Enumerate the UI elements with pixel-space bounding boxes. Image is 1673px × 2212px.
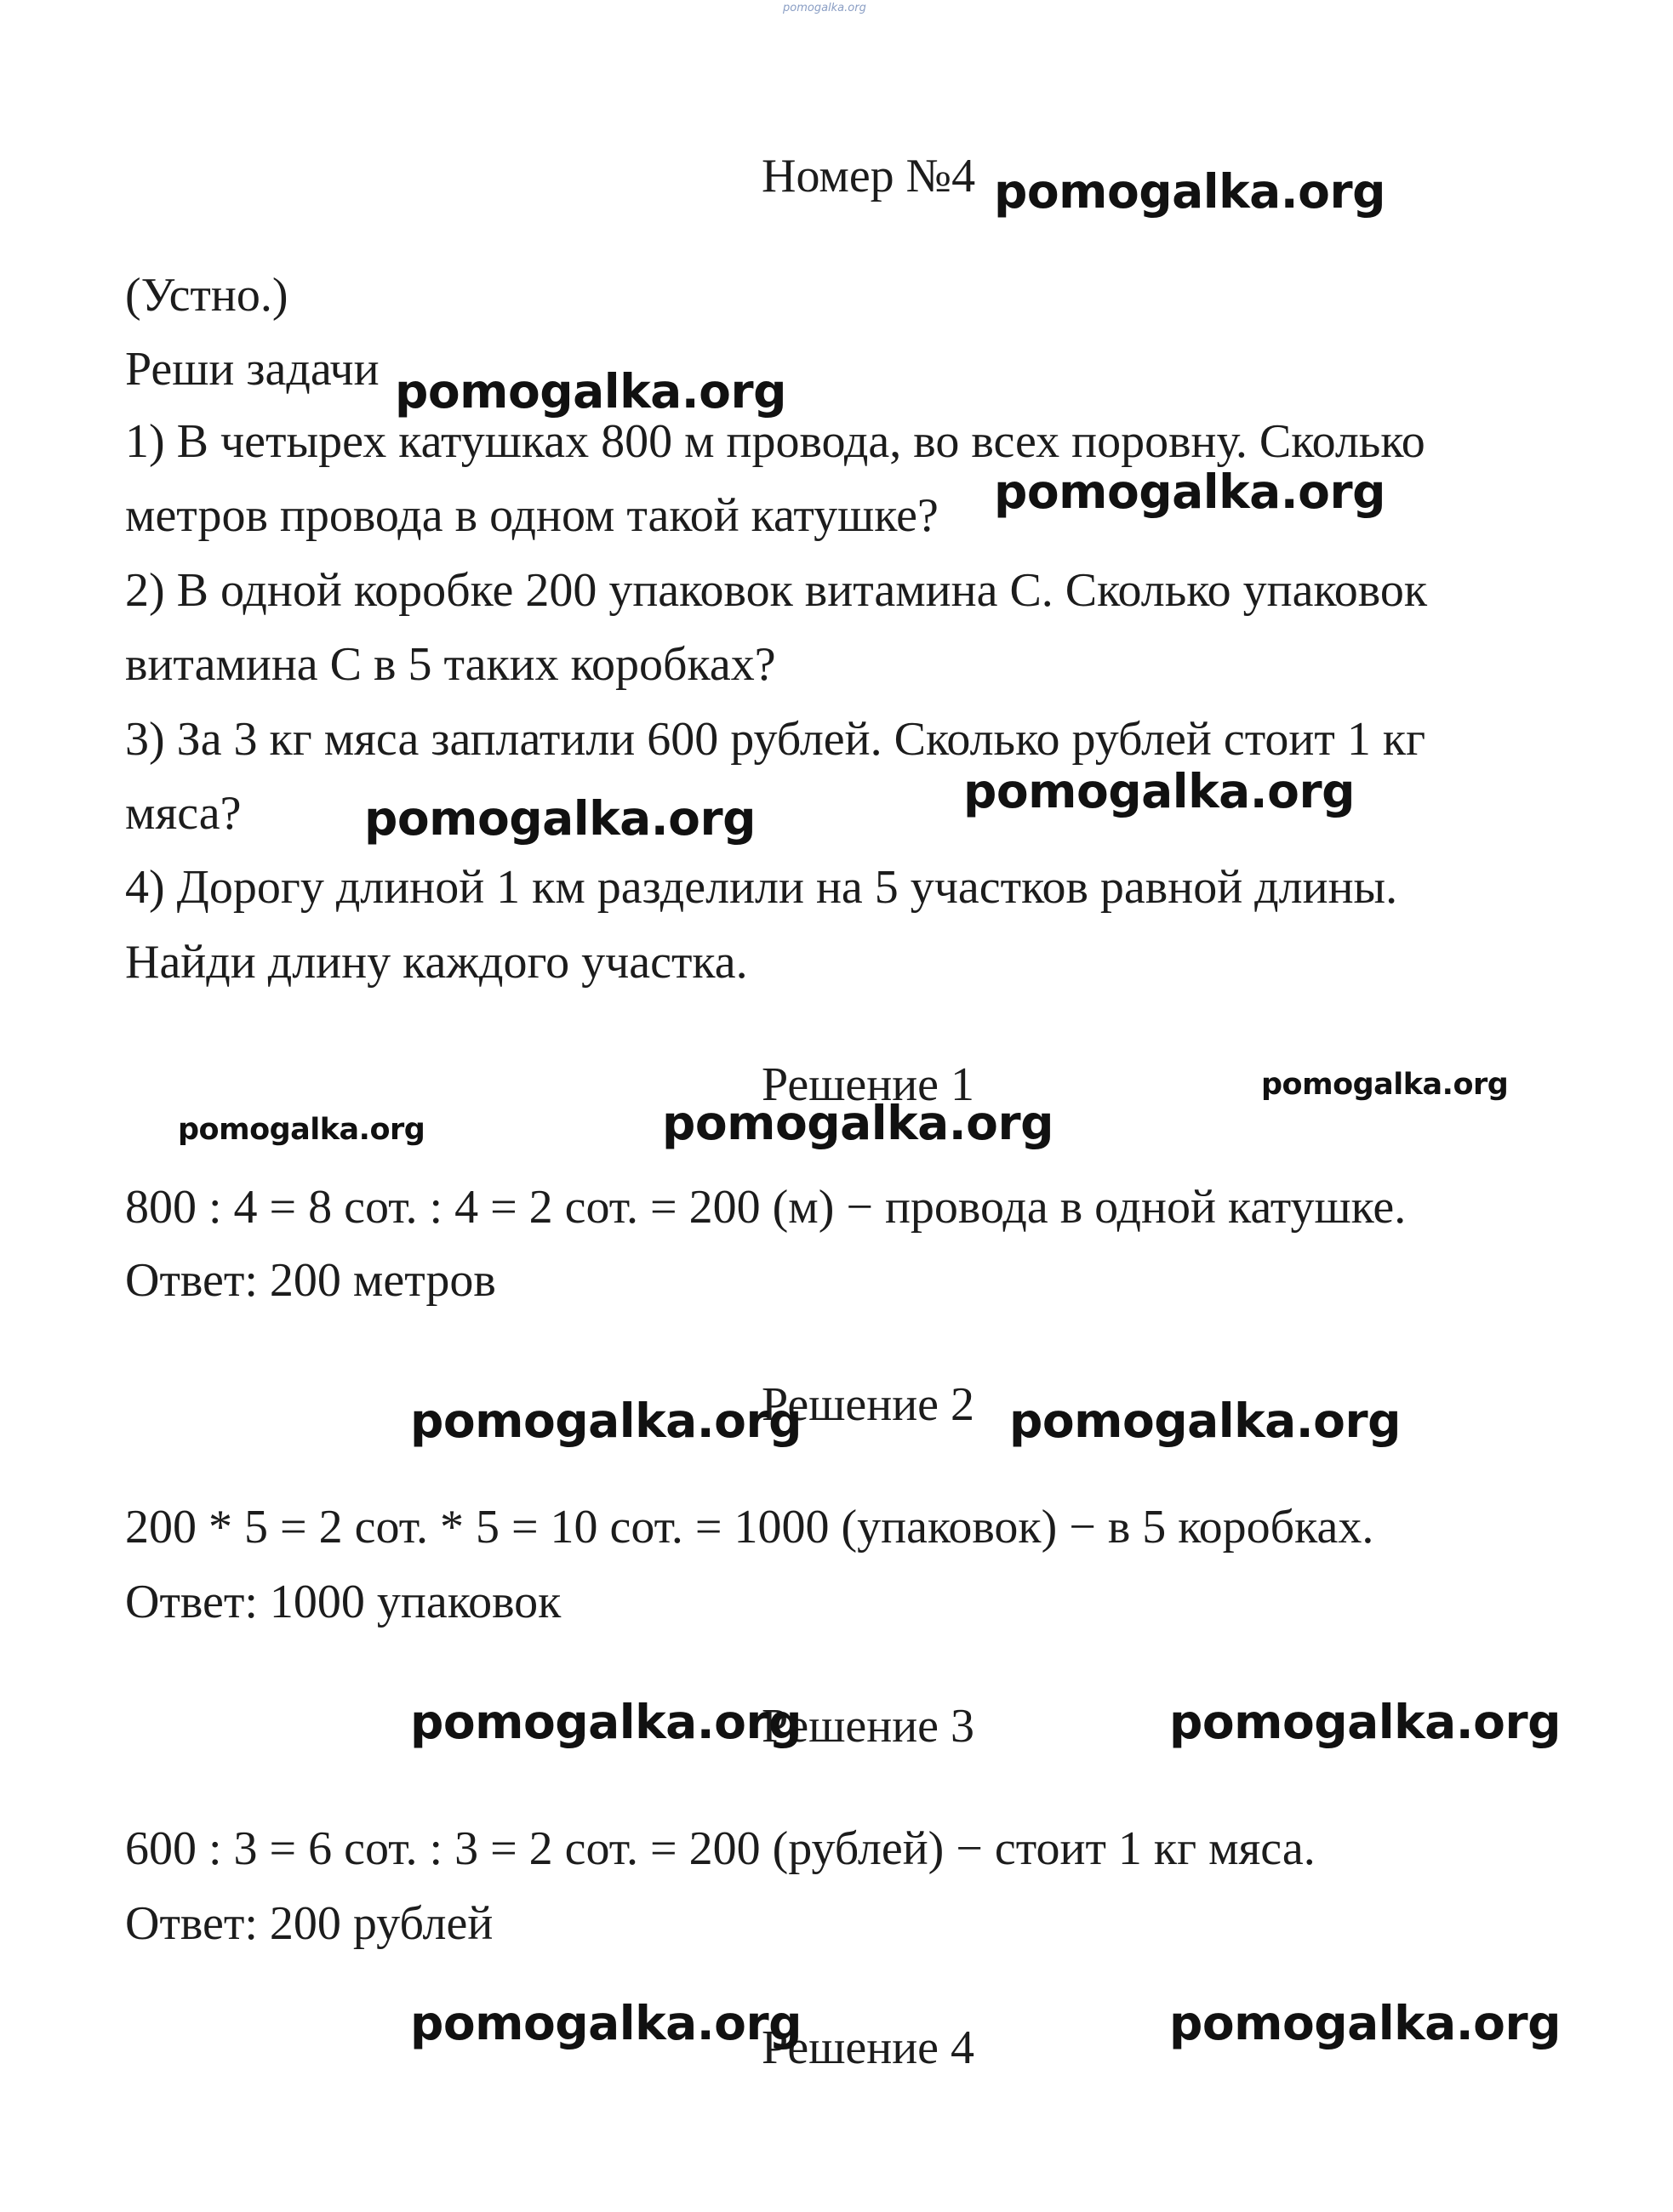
task-heading: Реши задачи: [125, 343, 380, 396]
watermark: pomogalka.org: [410, 1695, 802, 1749]
top-watermark: pomogalka.org: [783, 2, 866, 14]
problem-3-line-1: 3) За 3 кг мяса заплатили 600 рублей. Сколько рублей стоит 1 кг: [125, 713, 1426, 766]
problem-4-line-1: 4) Дорогу длиной 1 км разделили на 5 участков равной длины.: [125, 861, 1398, 914]
problem-1-line-2: метров провода в одном такой катушке?: [125, 489, 939, 542]
solution-2-answer: Ответ: 1000 упаковок: [125, 1576, 562, 1628]
solution-1-expression: 800 : 4 = 8 сот. : 4 = 2 сот. = 200 (м) − провода в одной катушке.: [125, 1181, 1407, 1234]
watermark: pomogalka.org: [410, 1394, 802, 1448]
solution-3-title: Решение 3: [762, 1700, 975, 1753]
solution-2-title: Решение 2: [762, 1378, 975, 1431]
solution-2-expression: 200 * 5 = 2 сот. * 5 = 10 сот. = 1000 (упаковок) − в 5 коробках.: [125, 1501, 1374, 1554]
problem-3-line-2: мяса?: [125, 787, 242, 840]
watermark: pomogalka.org: [364, 791, 756, 846]
watermark: pomogalka.org: [1261, 1068, 1509, 1102]
watermark: pomogalka.org: [994, 164, 1385, 219]
problem-1-line-1: 1) В четырех катушках 800 м провода, во всех поровну. Сколько: [125, 415, 1425, 468]
problem-4-line-2: Найди длину каждого участка.: [125, 936, 748, 989]
problem-2-line-1: 2) В одной коробке 200 упаковок витамина С. Сколько упаковок: [125, 564, 1428, 617]
watermark: pomogalka.org: [395, 364, 786, 419]
watermark: pomogalka.org: [963, 764, 1355, 818]
problem-2-line-2: витамина С в 5 таких коробках?: [125, 638, 776, 691]
watermark: pomogalka.org: [410, 1996, 802, 2050]
page-title: Номер №4: [762, 150, 976, 202]
watermark: pomogalka.org: [662, 1096, 1053, 1150]
solution-3-answer: Ответ: 200 рублей: [125, 1897, 494, 1950]
watermark: pomogalka.org: [1009, 1394, 1401, 1448]
watermark: pomogalka.org: [1169, 1695, 1561, 1749]
watermark: pomogalka.org: [1169, 1996, 1561, 2050]
solution-1-title: Решение 1: [762, 1058, 975, 1111]
oral-note: (Устно.): [125, 269, 288, 322]
solution-4-title: Решение 4: [762, 2021, 975, 2074]
watermark: pomogalka.org: [994, 465, 1385, 519]
watermark: pomogalka.org: [178, 1113, 425, 1147]
solution-1-answer: Ответ: 200 метров: [125, 1254, 496, 1307]
solution-3-expression: 600 : 3 = 6 сот. : 3 = 2 сот. = 200 (рублей) − стоит 1 кг мяса.: [125, 1822, 1316, 1875]
